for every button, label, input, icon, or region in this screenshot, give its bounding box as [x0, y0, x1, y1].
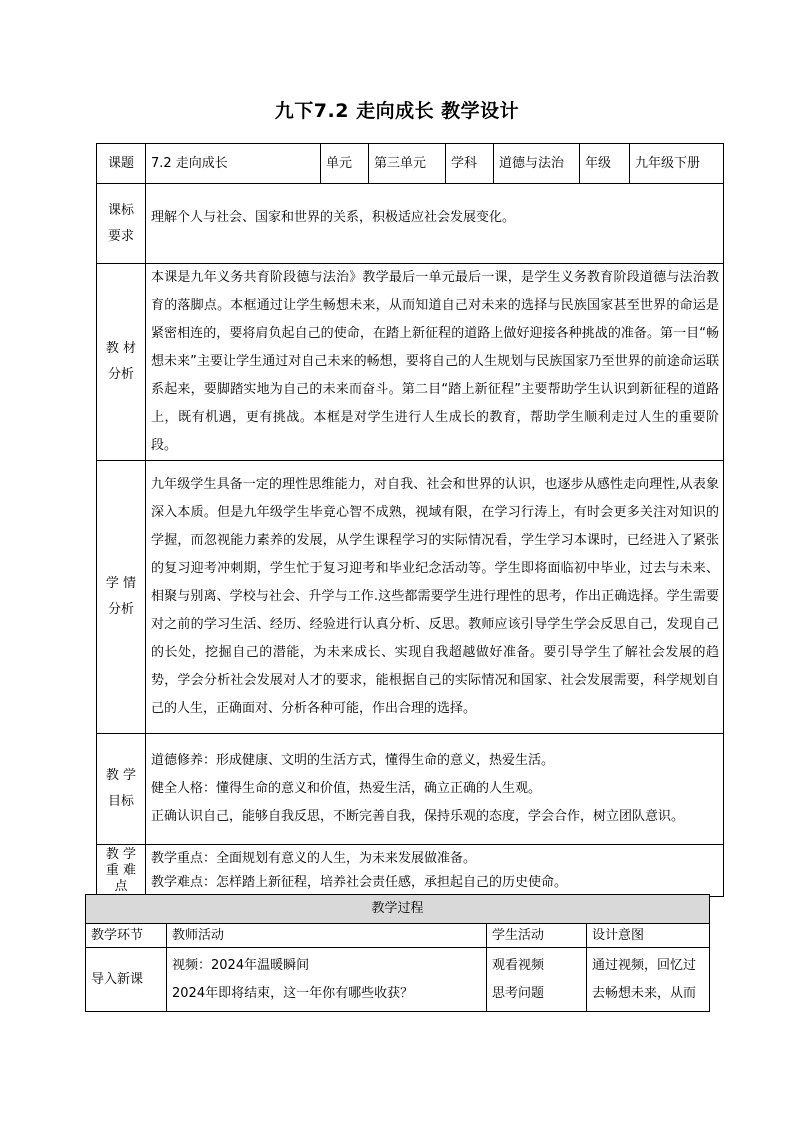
standards-row — [97, 184, 724, 264]
process-row — [86, 948, 710, 1012]
unit-value: 第三单元 — [369, 144, 446, 184]
objective-item: 健全人格：懂得生命的意义和价值，热爱生活，确立正确的人生观。 — [151, 781, 542, 796]
col-intent: 设计意图 — [587, 924, 710, 948]
process-columns-row — [86, 924, 710, 948]
teacher-activity-line: 视频：2024年温暖瞬间 — [172, 957, 310, 973]
intent-line: 通过视频，回忆过 — [592, 957, 697, 973]
objective-item: 道德修养：形成健康、文明的生活方式，懂得生命的意义，热爱生活。 — [151, 753, 555, 768]
materials-text: 本课是九年义务共育阶段德与法治》教学最后一单元最后一课，是学生义务教育阶段道德与法治教育的落脚点。本框通过让学生畅想未来，从而知道自己对未来的选择与民族国家甚至世界的命运是紧密相连的，要将肩负起自己的使命，在踏上新征程的道路上做好迎接各种挑战的准备。第一目“畅想未来”主要让学生通过对自己未来的畅想，要将自己的人生规划与民族国家乃至世界的前途命运联系起来，要脚踏实地为自己的未来而奋斗。第二目“踏上新征程”主要帮助学生认识到新征程的道路上，既有机遇，更有挑战。本框是对学生进行人生成长的教育，帮助学生顺利走过人生的重要阶段。 — [146, 264, 724, 461]
topic-label: 课题 — [97, 144, 146, 184]
students-row — [97, 461, 724, 734]
teaching-difficulty: 教学难点：怎样踏上新征程，培养社会责任感，承担起自己的历史使命。 — [151, 874, 568, 890]
objectives-label-line2: 目标 — [107, 794, 134, 809]
standards-label — [97, 184, 146, 264]
student-activity-line: 思考问题 — [492, 985, 545, 1001]
page-title: 九下7.2 走向成长 教学设计 — [274, 100, 520, 122]
teaching-process-table — [85, 894, 710, 1012]
students-label-line2: 分析 — [107, 602, 134, 617]
teaching-focus: 教学重点：全面规划有意义的人生，为未来发展做准备。 — [151, 850, 477, 866]
objectives-row — [97, 734, 724, 845]
key-points-label-line2: 重 难 — [105, 862, 137, 878]
objectives-label — [97, 734, 146, 845]
intent-line: 去畅想未来，从而 — [592, 985, 697, 1001]
student-cell — [487, 948, 587, 1012]
students-text: 九年级学生具备一定的理性思维能力，对自我、社会和世界的认识，也逐步从感性走向理性,从表象深入本质。但是九年级学生毕竟心智不成熟，视域有限，在学习行涛上，有时会更多关注对知识的学握，而忽视能力素养的发展，从学生课程学习的实际情况看，学生学习本课时，已经进入了紧张的复习迎考冲刺期，学生忙于复习迎考和毕业纪念活动等。学生即将面临初中毕业，过去与未来、相聚与别离、学校与社会、升学与工作.这些都需要学生进行理性的思考，作出正确选择。学生需要对之前的学习生活、经历、经验进行认真分析、反思。教师应该引导学生学会反思自己，发现自己的长处，挖掘自己的潜能，为未来成长、实现自我超越做好准备。要引导学生了解社会发展的趋势，学会分析社会发展对人才的要求，能根据自己的实际情况和国家、社会发展需要，科学规划自己的人生，正确面对、分析各种可能，作出合理的选择。 — [146, 461, 724, 734]
info-row — [97, 144, 724, 184]
col-stage: 教学环节 — [86, 924, 167, 948]
materials-label — [97, 264, 146, 461]
objective-item: 正确认识自己，能够自我反思，不断完善自我，保持乐观的态度，学会合作，树立团队意识。 — [151, 809, 685, 824]
students-label-line1: 学 情 — [105, 576, 137, 591]
objectives-text — [146, 734, 724, 845]
student-activity-line: 观看视频 — [492, 957, 545, 973]
students-label — [97, 461, 146, 734]
materials-label-line1: 教 材 — [105, 341, 137, 356]
intent-cell — [587, 948, 710, 1012]
process-header: 教学过程 — [86, 895, 710, 924]
lesson-info-table — [96, 143, 724, 897]
grade-label: 年级 — [580, 144, 630, 184]
key-points-label-line3: 点 — [114, 878, 128, 894]
key-points-label — [97, 845, 146, 897]
col-teacher: 教师活动 — [167, 924, 487, 948]
grade-value: 九年级下册 — [630, 144, 724, 184]
subject-value: 道德与法治 — [494, 144, 580, 184]
standards-label-line1: 课标 — [107, 202, 134, 218]
teacher-cell — [167, 948, 487, 1012]
materials-row — [97, 264, 724, 461]
standards-label-line2: 要求 — [107, 228, 134, 244]
teacher-activity-line: 2024年即将结束，这一年你有哪些收获？ — [172, 985, 414, 1001]
key-points-text — [146, 845, 724, 897]
materials-label-line2: 分析 — [107, 367, 134, 382]
stage-cell: 导入新课 — [86, 948, 167, 1012]
key-points-label-line1: 教 学 — [105, 846, 137, 862]
subject-label: 学科 — [446, 144, 494, 184]
unit-label: 单元 — [321, 144, 369, 184]
col-student: 学生活动 — [487, 924, 587, 948]
objectives-label-line1: 教 学 — [105, 768, 137, 783]
standards-text: 理解个人与社会、国家和世界的关系，积极适应社会发展变化。 — [146, 184, 724, 264]
process-header-row — [86, 895, 710, 924]
topic-value: 7.2 走向成长 — [146, 144, 321, 184]
key-points-row — [97, 845, 724, 897]
